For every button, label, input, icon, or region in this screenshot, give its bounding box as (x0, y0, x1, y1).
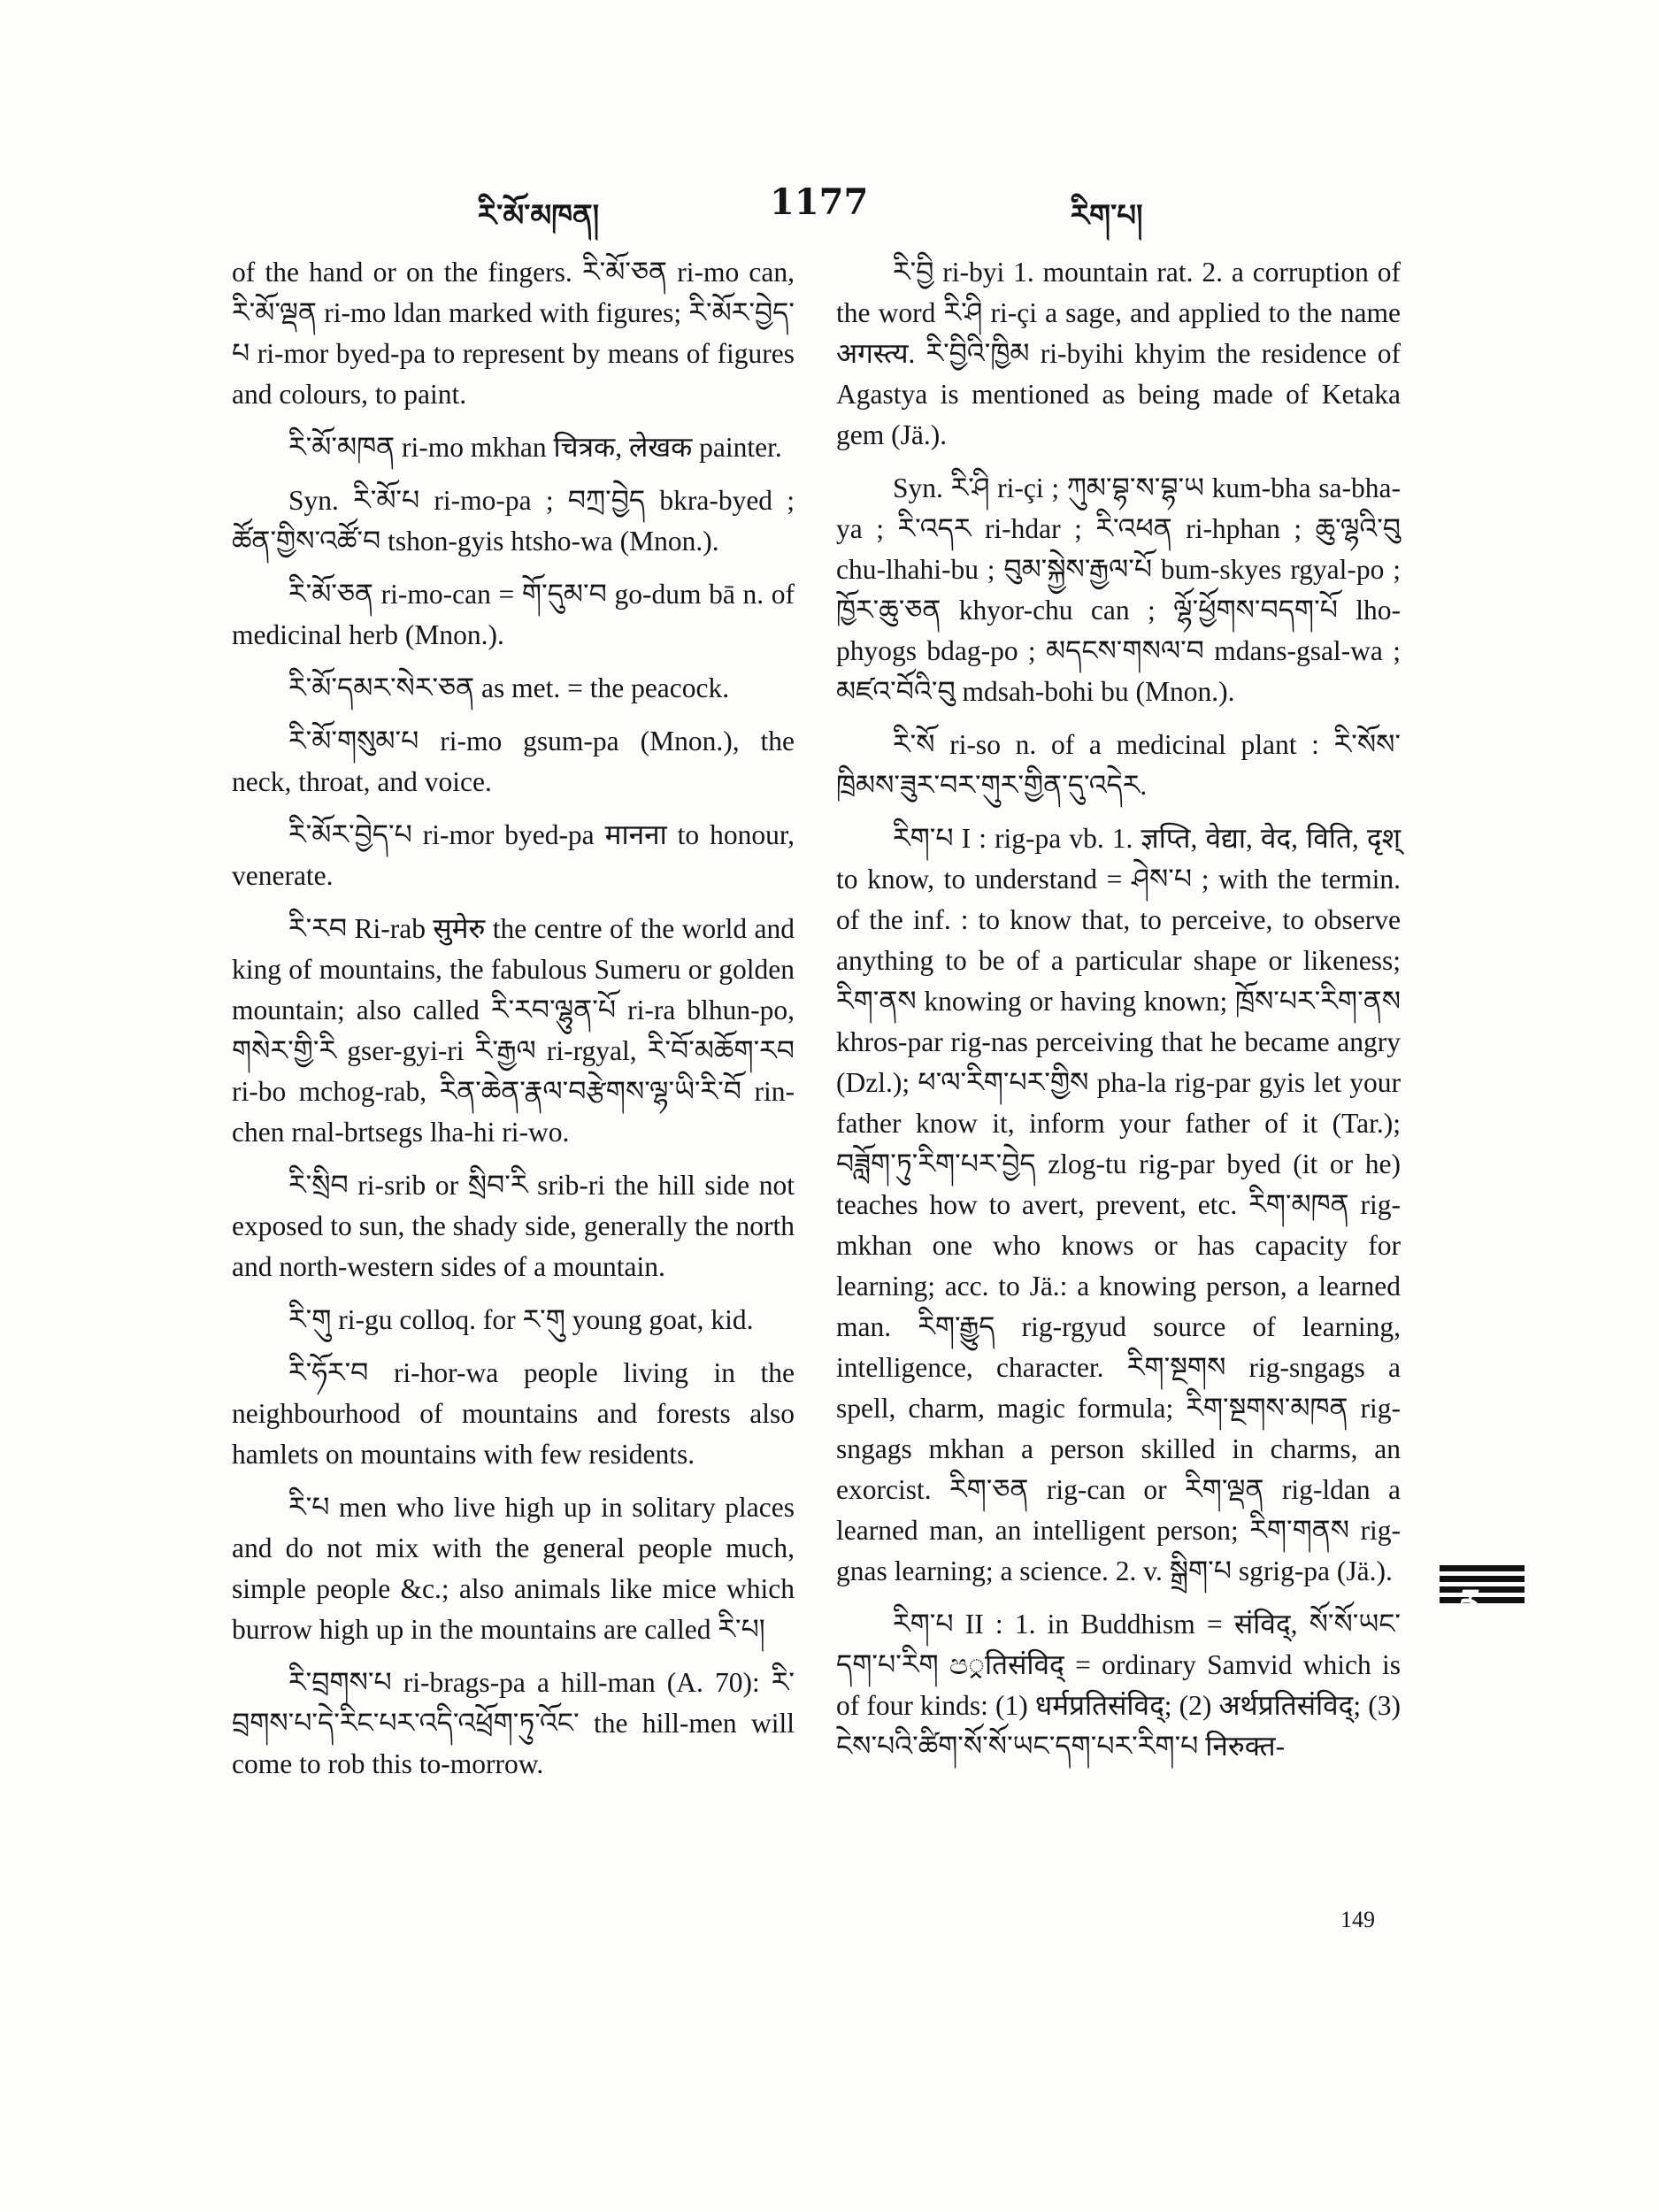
thumb-index-marker (1438, 1562, 1526, 1608)
entry-rig-pa-2: རིག་པ II : 1. in Buddhism = संविद्, སོ་སོ་ཡང་དག་པ་རིག ප्रतिसंविद् = ordinary Samvid which is of four kinds: (1) धर्मप्रतिसंविद्; (2) अर्थप्रतिसंविद्; (3) ངེས་པའི་ཚིག་སོ་སོ་ཡང་དག་པར་རིག་པ निरुक्त- (836, 1609, 1401, 1762)
entry: རི་མོ་དམར་སེར་ཅན as met. = the peacock. (288, 672, 730, 703)
entry: རི་བྲགས་པ ri-brags-pa a hill-man (A. 70): རི་བྲགས་པ་དེ་རིང་པར་འདི་འཕྲོག་ཏུ་འོང་ the hill-men will come to rob this to-morrow. (232, 1667, 795, 1779)
entry: Syn. རི་ཤི ri-çi ; ཀུམ་བྷ་ས་བྷ་ཡ kum-bha sa-bha-ya ; རི་འདར ri-hdar ; རི་འཕན ri-hphan ; ཆུ་ལྷའི་བུ chu-lhahi-bu ; བུམ་སྐྱེས་རྒྱལ་པོ bum-skyes rgyal-po ; ཁྱོར་ཆུ་ཅན khyor-chu can ; ལྷོ་ཕྱོགས་བདག་པོ lho-phyogs bdag-po ; མདངས་གསལ་བ mdans-gsal-wa ; མཛའ་བོའི་བུ mdsah-bohi bu (Mnon.). (836, 472, 1401, 707)
entry: རི་མོ་ཅན ri-mo-can = གོ་དུམ་བ go-dum bā n. of medicinal herb (Mnon.). (232, 579, 795, 650)
entry: རི་མོར་བྱེད་པ ri-mor byed-pa मानना to honour, venerate. (232, 819, 795, 891)
left-column (232, 252, 795, 1797)
entry: རི་རབ Ri-rab सुमेरु the centre of the world and king of mountains, the fabulous Sumeru or golden mountain; also called རི་རབ་ལྷུན་པོ ri-ra blhun-po, གསེར་གྱི་རི gser-gyi-ri རི་རྒྱལ ri-rgyal, རི་བོ་མཆོག་རབ ri-bo mchog-rab, རིན་ཆེན་རྣལ་བརྩེགས་ལྷ་ཡི་རི་བོ rin-chen rnal-brtsegs lha-hi ri-wo. (232, 913, 795, 1148)
entry: of the hand or on the fingers. རི་མོ་ཅན ri-mo can, རི་མོ་ལྡན ri-mo ldan marked with figures; རི་མོར་བྱེད་པ ri-mor byed-pa to represent by means of figures and colours, to paint. (232, 257, 795, 410)
entry: རི་བྱི ri-byi 1. mountain rat. 2. a corruption of the word རི་ཤི ri-çi a sage, and applied to the name अगस्त्य. རི་བྱིའི་ཁྱིམ ri-byihi khyim the residence of Agastya is mentioned as being made of Ketaka gem (Jä.). (836, 257, 1401, 450)
entry: རི་པ men who live high up in solitary places and do not mix with the general people much, simple people &c.; also animals like mice which burrow high up in the mountains are called རི་པ། (232, 1492, 795, 1645)
right-column (836, 252, 1401, 1779)
sheet-number: 149 (1340, 1907, 1375, 1932)
entry: རི་སྲིབ ri-srib or སྲིབ་རི srib-ri the hill side not exposed to sun, the shady side, generally the north and north-western sides of a mountain. (232, 1170, 795, 1282)
thumb-index-tab (1438, 1562, 1526, 1608)
header-left-guideword: རི་མོ་མཁན། (478, 198, 600, 234)
entry: རི་སོ ri-so n. of a medicinal plant : རི་སོས་ཁྲིམས་ཟུར་བར་གུར་གྱིན་དུ་འདེར. (836, 729, 1401, 801)
entry: རི་མོ་མཁན ri-mo mkhan चित्रक, लेखक painter. (288, 432, 782, 463)
entry: རི་མོ་གསུམ་པ ri-mo gsum-pa (Mnon.), the neck, throat, and voice. (232, 726, 795, 797)
running-header (0, 181, 1659, 234)
entry: རི་ཧོར་བ ri-hor-wa people living in the neighbourhood of mountains and forests also hamlets on mountains with few residents. (232, 1357, 795, 1470)
header-right-guideword: རིག་པ། (1071, 198, 1143, 234)
entry-rig-pa-1: རིག་པ I : rig-pa vb. 1. ज्ञप्ति, वेद्या, वेद, विति, दृश् to know, to understand = ཤེས་པ ; with the termin. of the inf. : to know that, to perceive, to observe anything to be of a particular shape or likeness; རིག་ནས knowing or having known; ཁྲོས་པར་རིག་ནས khros-par rig-nas perceiving that he became angry (Dzl.); ཕ་ལ་རིག་པར་གྱིས pha-la rig-par gyis let your father know it, inform your father of it (Tar.); བཟློག་ཏུ་རིག་པར་བྱེད zlog-tu rig-par byed (it or he) teaches how to avert, prevent, etc. རིག་མཁན rig-mkhan one who knows or has capacity for learning; acc. to Jä.: a knowing person, a learned man. རིག་རྒྱུད rig-rgyud source of learning, intelligence, character. རིག་སྔགས rig-sngags a spell, charm, magic formula; རིག་སྔགས་མཁན rig-sngags mkhan a person skilled in charms, an exorcist. རིག་ཅན rig-can or རིག་ལྡན rig-ldan a learned man, an intelligent person; རིག་གནས rig-gnas learning; a science. 2. v. སྒྲིག་པ sgrig-pa (Jä.). (836, 823, 1401, 1586)
thumb-index-letter: ར (1460, 1582, 1481, 1621)
entry: རི་གུ ri-gu colloq. for ར་གུ young goat, kid. (288, 1304, 754, 1335)
entry: Syn. རི་མོ་པ ri-mo-pa ; བཀྲ་བྱེད bkra-byed ; ཚོན་གྱིས་འཚོ་བ tshon-gyis htsho-wa (Mnon.). (232, 485, 795, 557)
page-number: 1177 (770, 181, 869, 223)
